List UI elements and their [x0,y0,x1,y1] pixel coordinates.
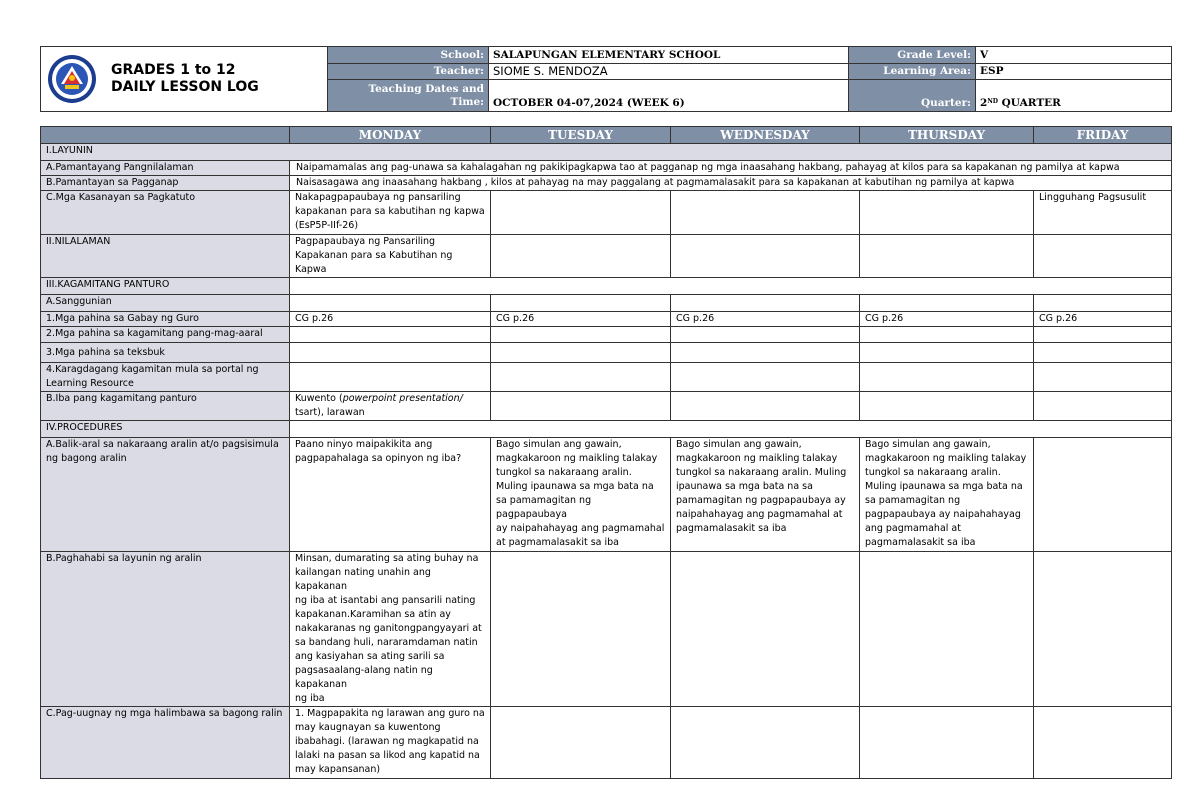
kasanayan-monday [290,191,491,235]
iba-pang-monday-line2: tsart), larawan [295,407,365,418]
mag-aaral-thursday [860,327,1034,343]
paghahabi-monday-line: Minsan, dumarating sa ating buhay na [295,553,479,564]
portal-friday [1034,363,1172,392]
kasanayan-friday: Lingguhang Pagsusulit [1034,191,1172,235]
pag-uugnay-monday-line: lalaki na pasan sa likod ang kapatid na [295,750,480,761]
paghahabi-monday-line: ng iba [295,693,325,704]
paghahabi-monday [290,552,491,707]
kasanayan-monday-line2: kapakanan para sa kabutihan ng kapwa [295,206,485,217]
portal-label-line2: Learning Resource [46,378,134,389]
mag-aaral-friday [1034,327,1172,343]
quarter-word: QUARTER [1001,97,1061,109]
pag-uugnay-tuesday [491,707,671,779]
balik-aral-monday [290,438,491,552]
balik-aral-tuesday-line: Bago simulan ang gawain, [496,439,622,450]
school-label: School: [328,47,489,64]
paghahabi-monday-line: kapakanan.Karamihan sa atin ay [295,609,451,620]
procedures-span [290,421,1172,438]
sanggunian-tuesday [491,295,671,312]
header-table [40,46,1172,112]
teaching-dates-label [328,80,489,112]
day-header-friday: FRIDAY [1034,127,1172,144]
day-header-monday: MONDAY [290,127,491,144]
kasanayan-monday-line1: Nakapagpapaubaya ng pansariling [295,192,461,203]
paghahabi-monday-line: ng iba at isantabi ang pansarili nating [295,595,476,606]
day-header-wednesday: WEDNESDAY [671,127,860,144]
balik-aral-label-line1: A.Balik-aral sa nakaraang aralin at/o pagsisimula [46,439,279,450]
section-layunin: I.LAYUNIN [41,144,1172,161]
teaching-dates-value: OCTOBER 04-07,2024 (WEEK 6) [489,80,849,112]
balik-aral-wednesday [671,438,860,552]
balik-aral-thursday-line: tungkol sa nakaraang aralin. [865,467,1001,478]
paghahabi-friday [1034,552,1172,707]
pag-uugnay-friday [1034,707,1172,779]
balik-aral-wednesday-line: pamamagitan ng pagpapaubaya ay [676,495,846,506]
table-row [41,176,1172,191]
kasanayan-thursday [860,191,1034,235]
row-label-balik-aral [41,438,290,552]
table-row [41,707,1172,779]
table-row [41,421,1172,438]
balik-aral-thursday-line: sa pamamagitan ng [865,495,961,506]
table-row [41,552,1172,707]
section-row-layunin [41,144,1172,161]
kasanayan-wednesday [671,191,860,235]
balik-aral-wednesday-line: naipahahayag ang pagmamahal at [676,509,843,520]
table-row [41,392,1172,421]
balik-aral-friday [1034,438,1172,552]
table-row [41,312,1172,327]
paghahabi-monday-line: nakakaranas ng ganitongpangyayari at [295,623,482,634]
quarter-number: 2 [980,97,988,109]
nilalaman-monday-line1: Pagpapaubaya ng Pansariling [295,236,436,247]
quarter-label: Quarter: [849,80,976,112]
paghahabi-wednesday [671,552,860,707]
gabay-friday: CG p.26 [1034,312,1172,327]
balik-aral-tuesday-line: sa pamamagitan ng pagpapaubaya [496,495,592,520]
nilalaman-wednesday [671,235,860,278]
pag-uugnay-wednesday [671,707,860,779]
nilalaman-monday [290,235,491,278]
pag-uugnay-monday [290,707,491,779]
table-row [41,327,1172,343]
teksbuk-monday [290,343,491,363]
iba-pang-monday [290,392,491,421]
teacher-label: Teacher: [328,64,489,80]
iba-pang-wednesday [671,392,860,421]
balik-aral-label-line2: ng bagong aralin [46,453,127,464]
balik-aral-monday-line: pagpapahalaga sa opinyon ng iba? [295,453,462,464]
quarter-value [976,80,1172,112]
row-label-kasanayan: C.Mga Kasanayan sa Pagkatuto [41,191,290,235]
teksbuk-tuesday [491,343,671,363]
row-label-procedures: IV.PROCEDURES [41,421,290,438]
balik-aral-wednesday-line: tungkol sa nakaraang aralin. Muling [676,467,847,478]
gabay-thursday: CG p.26 [860,312,1034,327]
paghahabi-monday-line: ang kasiyahan sa ating sarili sa [295,651,445,662]
pag-uugnay-monday-line: may kaugnayan sa kuwentong [295,722,441,733]
paghahabi-tuesday [491,552,671,707]
iba-pang-monday-italic: powerpoint presentation/ [342,393,463,404]
balik-aral-thursday [860,438,1034,552]
balik-aral-thursday-line: ang pagmamahal at [865,523,961,534]
balik-aral-thursday-line: pagmamalasakit sa iba [865,537,976,548]
row-label-portal [41,363,290,392]
balik-aral-tuesday-line: Muling ipaunawa sa mga bata na [496,481,654,492]
iba-pang-tuesday [491,392,671,421]
portal-tuesday [491,363,671,392]
teksbuk-thursday [860,343,1034,363]
balik-aral-thursday-line: pagpapaubaya ay naipahahayag [865,509,1021,520]
teacher-value: SIOME S. MENDOZA [489,64,849,80]
iba-pang-friday [1034,392,1172,421]
table-row [41,438,1172,552]
log-title-line2: DAILY LESSON LOG [111,79,259,95]
sanggunian-wednesday [671,295,860,312]
learning-area-label: Learning Area: [849,64,976,80]
table-row [41,235,1172,278]
table-row [41,363,1172,392]
row-label-paghahabi: B.Paghahabi sa layunin ng aralin [41,552,290,707]
grade-level-value: V [976,47,1172,64]
mag-aaral-monday [290,327,491,343]
teaching-dates-label-line2: Time: [450,95,484,108]
row-label-pamantayan-sa-pagganap: B.Pamantayan sa Pagganap [41,176,290,191]
gabay-tuesday: CG p.26 [491,312,671,327]
portal-thursday [860,363,1034,392]
portal-monday [290,363,491,392]
pamantayang-pangnilalaman-text: Naipamamalas ang pag-unawa sa kahalagahan ng pakikipagkapwa tao at pagganap ng mga inaasahang hakbang, pahayag at kilos para sa kapakanan ng pamilya at kapwa [290,161,1172,176]
row-label-mag-aaral: 2.Mga pahina sa kagamitang pang-mag-aaral [41,327,290,343]
balik-aral-wednesday-line: Bago simulan ang gawain, [676,439,802,450]
sanggunian-thursday [860,295,1034,312]
row-label-pamantayang-pangnilalaman: A.Pamantayang Pangnilalaman [41,161,290,176]
daily-lesson-log-table [40,126,1172,779]
table-row [41,191,1172,235]
balik-aral-tuesday-line: ay naipahahayag ang pagmamahal [496,523,665,534]
balik-aral-thursday-line: Muling ipaunawa sa mga bata na [865,481,1023,492]
balik-aral-tuesday [491,438,671,552]
school-value: SALAPUNGAN ELEMENTARY SCHOOL [489,47,849,64]
pamantayan-sa-pagganap-text: Naisasagawa ang inaasahang hakbang , kilos at pahayag na may paggalang at pagmamalasakit para sa kapakanan at kabutihan ng pamilya at kapwa [290,176,1172,191]
row-label-kagamitang-panturo: III.KAGAMITANG PANTURO [41,278,290,295]
paghahabi-thursday [860,552,1034,707]
sanggunian-friday [1034,295,1172,312]
balik-aral-wednesday-line: magkakaroon ng maikling talakay [676,453,838,464]
day-header-row [41,127,1172,144]
kasanayan-tuesday [491,191,671,235]
kasanayan-code: (EsP5P-IIf-26) [295,220,359,231]
teaching-dates-label-line1: Teaching Dates and [368,82,484,95]
nilalaman-tuesday [491,235,671,278]
gabay-monday: CG p.26 [290,312,491,327]
deped-seal-icon [47,54,97,104]
table-row [41,343,1172,363]
pag-uugnay-monday-line: ibabahagi. (larawan ng magkapatid na [295,736,479,747]
pag-uugnay-monday-line: may kapansanan) [295,764,381,775]
row-label-sanggunian: A.Sanggunian [41,295,290,312]
gabay-wednesday: CG p.26 [671,312,860,327]
row-label-gabay-ng-guro: 1.Mga pahina sa Gabay ng Guro [41,312,290,327]
pag-uugnay-monday-line: 1. Magpapakita ng larawan ang guro na [295,708,485,719]
teksbuk-friday [1034,343,1172,363]
grade-level-label: Grade Level: [849,47,976,64]
balik-aral-wednesday-line: pagmamalasakit sa iba [676,523,787,534]
nilalaman-friday [1034,235,1172,278]
table-row [41,278,1172,295]
portal-wednesday [671,363,860,392]
balik-aral-wednesday-line: ipaunawa sa mga bata na sa [676,481,813,492]
mag-aaral-tuesday [491,327,671,343]
mag-aaral-wednesday [671,327,860,343]
nilalaman-thursday [860,235,1034,278]
portal-label-line1: 4.Karagdagang kagamitan mula sa portal ng [46,364,259,375]
day-header-thursday: THURSDAY [860,127,1034,144]
balik-aral-thursday-line: Bago simulan ang gawain, [865,439,991,450]
row-label-iba-pang-kagamitan: B.Iba pang kagamitang panturo [41,392,290,421]
iba-pang-thursday [860,392,1034,421]
row-label-nilalaman: II.NILALAMAN [41,235,290,278]
teksbuk-wednesday [671,343,860,363]
row-label-pag-uugnay: C.Pag-uugnay ng mga halimbawa sa bagong ralin [41,707,290,779]
sanggunian-monday [290,295,491,312]
paghahabi-monday-line: sa bandang huli, nararamdaman natin [295,637,478,648]
table-row [41,161,1172,176]
pag-uugnay-thursday [860,707,1034,779]
balik-aral-tuesday-line: at pagmamalasakit sa iba [496,537,619,548]
balik-aral-tuesday-line: tungkol sa nakaraang aralin. [496,467,632,478]
paghahabi-monday-line: kailangan nating unahin ang kapakanan [295,567,431,592]
balik-aral-tuesday-line: magkakaroon ng maikling talakay [496,453,658,464]
balik-aral-monday-line: Paano ninyo maipakikita ang [295,439,433,450]
learning-area-value: ESP [976,64,1172,80]
balik-aral-thursday-line: magkakaroon ng maikling talakay [865,453,1027,464]
nilalaman-monday-line2: Kapakanan para sa Kabutihan ng Kapwa [295,250,453,275]
logo-title-cell [41,47,328,112]
kagamitang-panturo-span [290,278,1172,295]
quarter-suffix: ND [987,98,998,105]
row-label-teksbuk: 3.Mga pahina sa teksbuk [41,343,290,363]
day-header-tuesday: TUESDAY [491,127,671,144]
iba-pang-monday-pre: Kuwento ( [295,393,343,404]
table-row [41,295,1172,312]
log-title-line1: GRADES 1 to 12 [111,62,236,78]
corner-cell [41,127,290,144]
paghahabi-monday-line: pagsasaalang-alang natin ng kapakanan [295,665,433,690]
